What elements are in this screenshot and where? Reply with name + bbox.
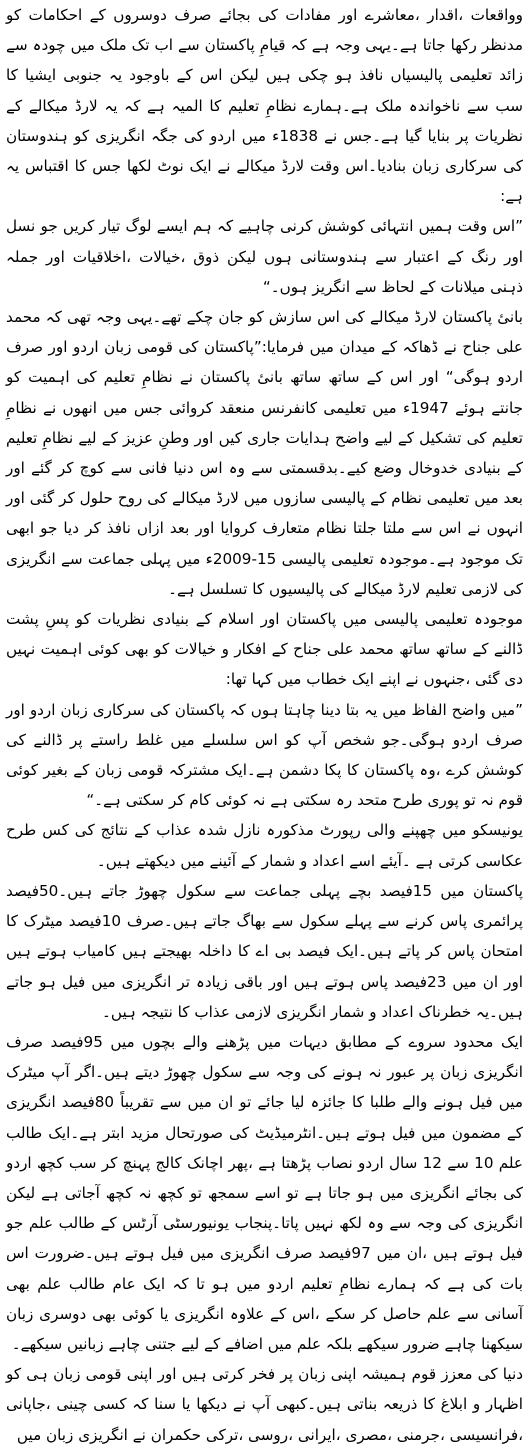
paragraph-statistics: پاکستان میں 15فیصد بچے پہلی جماعت سے سکول چھوڑ جاتے ہیں۔50فیصد پرائمری پاس کرنے سے پہلے سکول سے بھاگ جاتے ہیں۔صرف 10فیصد میٹرک کا امتحان پاس کر پاتے ہیں۔ایک فیصد بی اے کا داخلہ بھیجتے ہیں کامیاب ہوتے ہیں اور ان میں 23فیصد پاس ہوتے ہیں اور باقی زیادہ تر انگریزی میں فیل ہو جاتے ہیں۔یہ خطرناک اعداد و شمار انگریزی لازمی عذاب کا نتیجہ ہیں۔ <box>6 881 523 1021</box>
paragraph-unesco-report: یونیسکو میں چھپنے والی رپورٹ مذکورہ نازل شدہ عذاب کے نتائج کی کس طرح عکاسی کرتی ہے ۔آیئے اسے اعداد و شمار کے آئینے میں دیکھتے ہیں۔ <box>6 821 523 870</box>
paragraph-current-policy: موجودہ تعلیمی پالیسی میں پاکستان اور اسلام کے بنیادی نظریات کو پسِ پشت ڈالنے کے ساتھ ساتھ محمد علی جناح کے افکار و خیالات کو بھی کوئی اہمیت نہیں دی گئی ،جنہوں نے اپنے ایک خطاب میں کہا تھا: <box>6 610 523 689</box>
paragraph-policy-history: وواقعات ،اقدار ،معاشرے اور مفادات کی بجائے صرف دوسروں کے احکامات کو مدنظر رکھا جاتا ہے۔یہی وجہ ہے کہ قیامِ پاکستان سے اب تک ملک میں چودہ سے زائد تعلیمی پالیسیاں نافذ ہو چکی ہیں لیکن اس کے باوجود یہ جنوبی ایشیا کا سب سے ناخواندہ ملک ہے۔ہمارے نظامِ تعلیم کا المیہ ہے کہ یہ لارڈ میکالے کے نظریات پر بنایا گیا ہے۔جس نے 1838ء میں اردو کی جگہ انگریزی کو ہندوستان کی سرکاری زبان بنادیا۔اس وقت لارڈ میکالے نے ایک نوٹ لکھا جس کا اقتباس یہ ہے: <box>6 6 523 206</box>
paragraph-macaulay-quote: ”اس وقت ہمیں انتہائی کوشش کرنی چاہیے کہ ہم ایسے لوگ تیار کریں جو نسل اور رنگ کے اعتبار سے ہندوستانی ہوں لیکن ذوق ،خیالات ،اخلاقیات اور جملہ ذہنی میلانات کے لحاظ سے انگریز ہوں۔“ <box>6 217 523 296</box>
paragraph-survey: ایک محدود سروے کے مطابق دیہات میں پڑھنے والے بچوں میں 95فیصد صرف انگریزی زبان پر عبور نہ ہونے کی وجہ سے سکول چھوڑ دیتے ہیں۔اگر آپ میٹرک میں فیل ہونے والے طلبا کا جائزہ لیا جائے تو ان میں سے تقریباً 80فیصد انگریزی کے مضمون میں فیل ہوتے ہیں۔انٹرمیڈیٹ کی صورتحال مزید ابتر ہے۔ایک طالب علم 10 سے 12 سال اردو نصاب پڑھتا ہے ،پھر اچانک کالج پہنچ کر سب کچھ اردو کی بجائے انگریزی میں ہو جاتا ہے تو اسے سمجھ تو کچھ نہ کچھ آجاتی ہے لیکن انگریزی کی وجہ سے وہ لکھ نہیں پاتا۔پنجاب یونیورسٹی آرٹس کے طالب علم جو فیل ہوتے ہیں ،ان میں 97فیصد صرف انگریزی میں فیل ہوتے ہیں۔ضرورت اس بات کی ہے کہ ہمارے نظامِ تعلیم اردو میں ہو تا کہ ایک عام طالب علم بھی آسانی سے علم حاصل کر سکے ،اس کے علاوہ انگریزی یا کوئی بھی دوسری زبان سیکھنا چاہے ضرور سیکھے بلکہ علم میں اضافے کے لیے جتنی چاہے زبانیں سیکھے۔ <box>6 1032 524 1353</box>
paragraph-founder-vision: بانیٔ پاکستان لارڈ میکالے کی اس سازش کو جان چکے تھے۔یہی وجہ تھی کہ محمد علی جناح نے ڈھاکہ کے میدان میں فرمایا:”پاکستان کی قومی زبان اردو اور صرف اردو ہوگی“ اور اس کے ساتھ ساتھ بانیٔ پاکستان نے نظامِ تعلیم کی اہمیت کو جانتے ہوئے 1947ء میں تعلیمی کانفرنس منعقد کروائی جس میں انھوں نے نظامِ تعلیم کی تشکیل کے لیے واضح ہدایات جاری کیں اور وطنِ عزیز کے لیے نظامِ تعلیم کے بنیادی خدوخال وضع کیے۔بدقسمتی سے وہ اس دنیا فانی سے کوچ کر گئے اور بعد میں تعلیمی نظام کے پالیسی سازوں میں لارڈ میکالے کی روح حلول کر گئی اور انہوں نے اس سے ملتا جلتا نظام متعارف کروایا اور بعد ازاں نافذ کر دیا جو ابھی تک موجود ہے۔موجودہ تعلیمی پالیسی 15-2009ء میں پہلی جماعت سے انگریزی کی لازمی تعلیم لارڈ میکالے کی پالیسیوں کا تسلسل ہے۔ <box>6 308 523 598</box>
paragraph-national-language: دنیا کی معزز قوم ہمیشہ اپنی زبان پر فخر کرتی ہیں اور اپنی قومی زبان ہی کو اظہار و ابلاغ کا ذریعہ بناتی ہیں۔کبھی آپ نے دیکھا یا سنا کہ کسی چینی ،جاپانی ،فرانسیسی ،جرمنی ،مصری ،ایرانی ،روسی ،ترکی حکمران نے انگریزی زبان میں <box>6 1365 523 1444</box>
paragraph-jinnah-quote: ”میں واضح الفاظ میں یہ بتا دینا چاہتا ہوں کہ پاکستان کی سرکاری زبان اردو اور صرف اردو ہوگی۔جو شخص آپ کو اس سلسلے میں غلط راستے پر ڈالنے کی کوشش کرے ،وہ پاکستان کا پکا دشمن ہے۔ایک مشترکہ قومی زبان کے بغیر کوئی قوم نہ تو پوری طرح متحد رہ سکتی ہے نہ کوئی کام کر سکتی ہے۔“ <box>6 700 523 810</box>
